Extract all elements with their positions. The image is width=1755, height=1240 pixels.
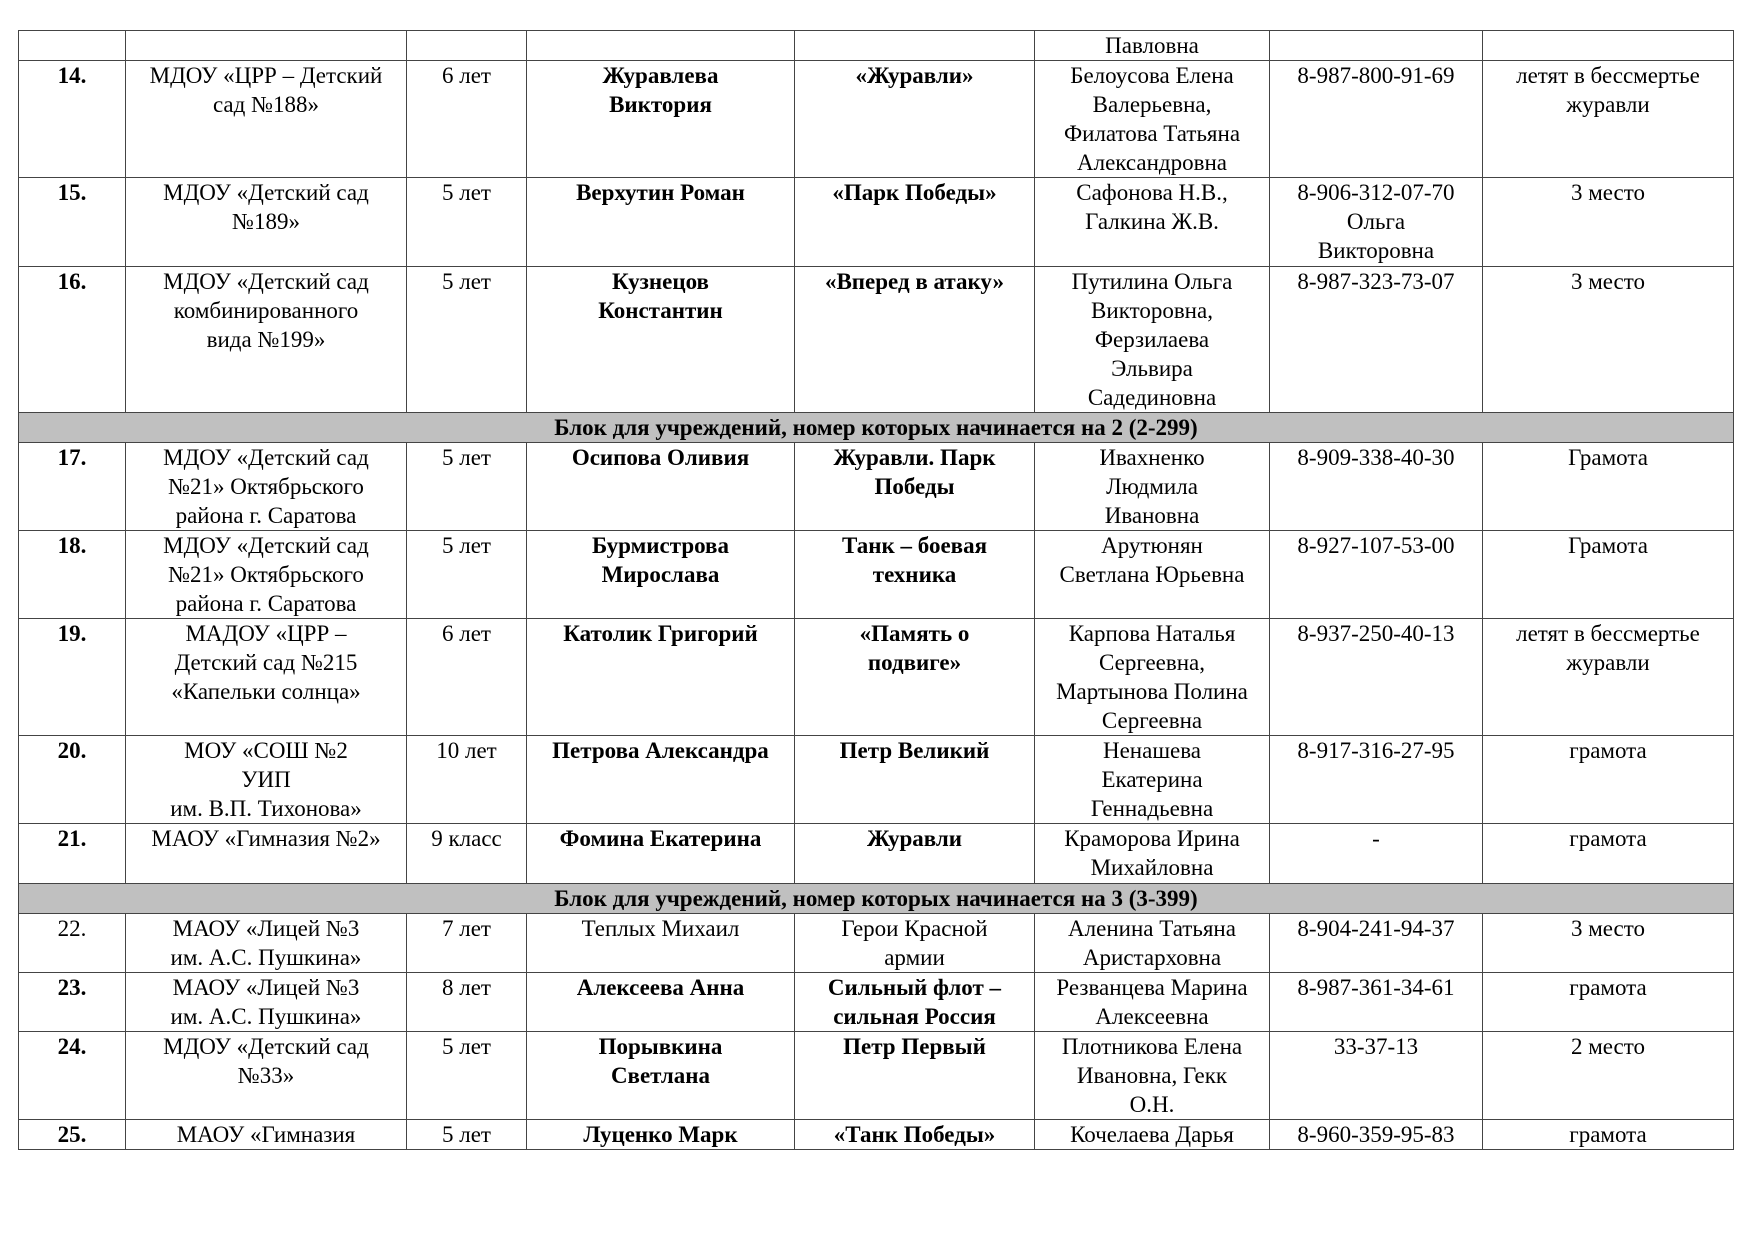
cell-age: 5 лет [407,1032,527,1120]
cell-phone: 8-904-241-94-37 [1270,914,1483,973]
cell-age: 5 лет [407,267,527,413]
table-row [19,178,1734,267]
cell-row-number: 22. [19,914,126,973]
cell-participant-name: Порывкина Светлана [527,1032,795,1120]
cell-phone: 8-960-359-95-83 [1270,1120,1483,1150]
table-row [19,1120,1734,1150]
cell-age: 5 лет [407,1120,527,1150]
cell-participant-name: Фомина Екатерина [527,824,795,884]
results-table-body [19,31,1734,1150]
cell-result: грамота [1483,824,1734,884]
cell-supervisor: Карпова Наталья Сергеевна, Мартынова Полина Сергеевна [1035,619,1270,736]
cell-supervisor: Краморова Ирина Михайловна [1035,824,1270,884]
cell-age: 7 лет [407,914,527,973]
cell-supervisor: Путилина Ольга Викторовна, Ферзилаева Эльвира Садединовна [1035,267,1270,413]
cell-participant-name: Луценко Марк [527,1120,795,1150]
cell-age: 6 лет [407,61,527,178]
cell-institution: МДОУ «Детский сад №33» [126,1032,407,1120]
cell-supervisor: Павловна [1035,31,1270,61]
cell-result: летят в бессмертье журавли [1483,619,1734,736]
table-row [19,824,1734,884]
cell-row-number: 24. [19,1032,126,1120]
block-header-row [19,413,1734,443]
cell-age: 5 лет [407,178,527,267]
cell-row-number: 23. [19,973,126,1032]
cell-participant-name: Теплых Михаил [527,914,795,973]
cell-participant-name: Осипова Оливия [527,443,795,531]
cell-result: грамота [1483,1120,1734,1150]
cell-phone: 8-987-800-91-69 [1270,61,1483,178]
cell-supervisor: Плотникова Елена Ивановна, Гекк О.Н. [1035,1032,1270,1120]
cell-supervisor: Ненашева Екатерина Геннадьевна [1035,736,1270,824]
table-row [19,736,1734,824]
cell-work-title: Журавли [795,824,1035,884]
cell-age: 8 лет [407,973,527,1032]
cell-result [1483,31,1734,61]
cell-participant-name [527,31,795,61]
cell-result: Грамота [1483,443,1734,531]
cell-participant-name: Верхутин Роман [527,178,795,267]
cell-participant-name: Журавлева Виктория [527,61,795,178]
table-row [19,61,1734,178]
cell-work-title [795,31,1035,61]
cell-phone: 8-927-107-53-00 [1270,531,1483,619]
cell-row-number: 19. [19,619,126,736]
cell-row-number: 18. [19,531,126,619]
cell-result: грамота [1483,973,1734,1032]
cell-result: летят в бессмертье журавли [1483,61,1734,178]
cell-institution: МАДОУ «ЦРР – Детский сад №215 «Капельки солнца» [126,619,407,736]
cell-age: 9 класс [407,824,527,884]
cell-result: 3 место [1483,914,1734,973]
cell-work-title: Петр Великий [795,736,1035,824]
table-row [19,31,1734,61]
cell-supervisor: Аленина Татьяна Аристарховна [1035,914,1270,973]
cell-institution: МАОУ «Гимназия №2» [126,824,407,884]
cell-institution: МДОУ «Детский сад №21» Октябрьского района г. Саратова [126,443,407,531]
cell-phone: 8-987-361-34-61 [1270,973,1483,1032]
cell-phone: 8-917-316-27-95 [1270,736,1483,824]
cell-phone: 8-906-312-07-70 Ольга Викторовна [1270,178,1483,267]
cell-row-number: 25. [19,1120,126,1150]
table-row [19,973,1734,1032]
cell-phone: - [1270,824,1483,884]
cell-institution: МАОУ «Лицей №3 им. А.С. Пушкина» [126,973,407,1032]
cell-institution: МДОУ «Детский сад №189» [126,178,407,267]
cell-supervisor: Белоусова Елена Валерьевна, Филатова Татьяна Александровна [1035,61,1270,178]
table-row [19,1032,1734,1120]
cell-participant-name: Католик Григорий [527,619,795,736]
cell-work-title: Танк – боевая техника [795,531,1035,619]
cell-participant-name: Кузнецов Константин [527,267,795,413]
cell-row-number: 15. [19,178,126,267]
cell-supervisor: Резванцева Марина Алексеевна [1035,973,1270,1032]
cell-phone: 8-909-338-40-30 [1270,443,1483,531]
table-row [19,619,1734,736]
cell-work-title: «Память о подвиге» [795,619,1035,736]
cell-supervisor: Арутюнян Светлана Юрьевна [1035,531,1270,619]
cell-institution: МАОУ «Лицей №3 им. А.С. Пушкина» [126,914,407,973]
cell-age: 5 лет [407,531,527,619]
cell-phone: 8-937-250-40-13 [1270,619,1483,736]
cell-supervisor: Кочелаева Дарья [1035,1120,1270,1150]
table-row [19,443,1734,531]
cell-row-number: 20. [19,736,126,824]
cell-result: грамота [1483,736,1734,824]
cell-phone: 33-37-13 [1270,1032,1483,1120]
table-row [19,531,1734,619]
cell-work-title: «Парк Победы» [795,178,1035,267]
cell-work-title: Герои Красной армии [795,914,1035,973]
cell-work-title: «Вперед в атаку» [795,267,1035,413]
block-header-text: Блок для учреждений, номер которых начинается на 2 (2-299) [19,413,1734,443]
cell-work-title: Петр Первый [795,1032,1035,1120]
cell-phone [1270,31,1483,61]
cell-institution: МАОУ «Гимназия [126,1120,407,1150]
cell-institution [126,31,407,61]
cell-institution: МОУ «СОШ №2 УИП им. В.П. Тихонова» [126,736,407,824]
cell-participant-name: Петрова Александра [527,736,795,824]
cell-work-title: «Танк Победы» [795,1120,1035,1150]
cell-age: 5 лет [407,443,527,531]
document-page [18,30,1733,1150]
cell-work-title: «Журавли» [795,61,1035,178]
cell-work-title: Журавли. Парк Победы [795,443,1035,531]
cell-row-number: 17. [19,443,126,531]
cell-result: Грамота [1483,531,1734,619]
cell-result: 2 место [1483,1032,1734,1120]
cell-institution: МДОУ «Детский сад комбинированного вида №199» [126,267,407,413]
table-row [19,267,1734,413]
table-row [19,914,1734,973]
cell-phone: 8-987-323-73-07 [1270,267,1483,413]
cell-age: 6 лет [407,619,527,736]
cell-work-title: Сильный флот – сильная Россия [795,973,1035,1032]
cell-row-number: 14. [19,61,126,178]
cell-row-number: 16. [19,267,126,413]
block-header-text: Блок для учреждений, номер которых начинается на 3 (3-399) [19,884,1734,914]
cell-supervisor: Ивахненко Людмила Ивановна [1035,443,1270,531]
results-table [18,30,1734,1150]
cell-participant-name: Алексеева Анна [527,973,795,1032]
cell-supervisor: Сафонова Н.В., Галкина Ж.В. [1035,178,1270,267]
cell-result: 3 место [1483,267,1734,413]
cell-institution: МДОУ «Детский сад №21» Октябрьского района г. Саратова [126,531,407,619]
block-header-row [19,884,1734,914]
cell-participant-name: Бурмистрова Мирослава [527,531,795,619]
cell-result: 3 место [1483,178,1734,267]
cell-row-number [19,31,126,61]
cell-age: 10 лет [407,736,527,824]
cell-age [407,31,527,61]
cell-institution: МДОУ «ЦРР – Детский сад №188» [126,61,407,178]
cell-row-number: 21. [19,824,126,884]
